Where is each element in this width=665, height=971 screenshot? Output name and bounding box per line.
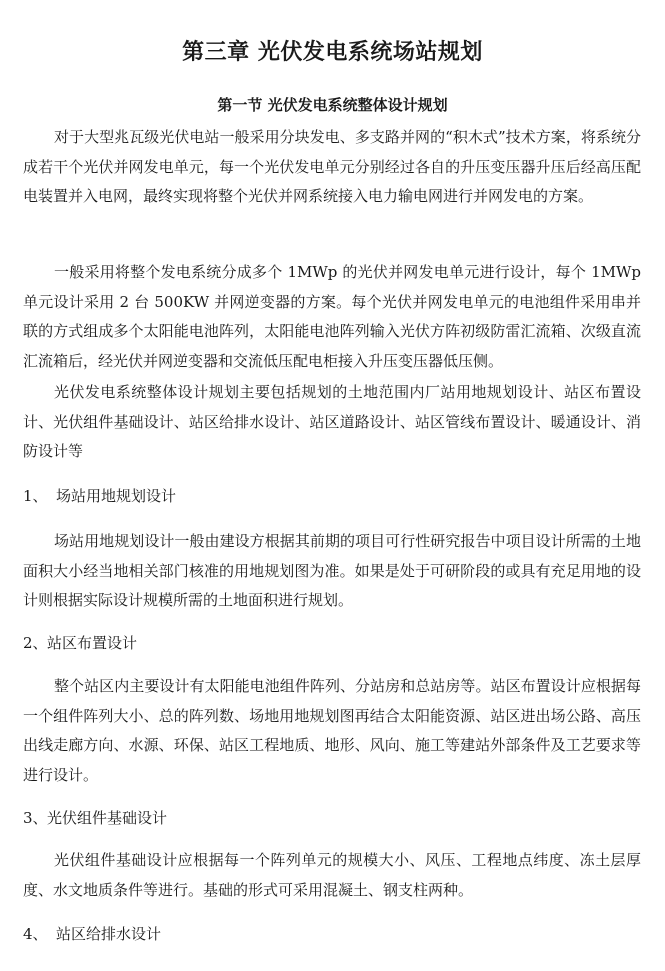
section-body-2: 整个站区内主要设计有太阳能电池组件阵列、分站房和总站房等。站区布置设计应根据每一个组件阵列大小、总的阵列数、场地用地规划图再结合太阳能资源、站区进出场公路、高压出线走廊方向、水源、环保、站区工程地质、地形、风向、施工等建站外部条件及工艺要求等进行设计。 [23,677,641,784]
section-heading-title: 站区给排水设计 [56,925,162,943]
intro-paragraph-2: 一般采用将整个发电系统分成多个 1MWp 的光伏并网发电单元进行设计，每个 1MWp 单元设计采用 2 台 500KW 并网逆变器的方案。每个光伏并网发电单元的电池组件采用串并联的方式组成多个太阳能电池阵列，太阳能电池阵列输入光伏方阵初级防雷汇流箱、次级直流汇流箱后，经光伏并网逆变器和交流低压配电柜接入升压变压器低压侧。 [23,263,641,370]
section-number: 4、 [23,925,48,943]
section-body-1: 场站用地规划设计一般由建设方根据其前期的项目可行性研究报告中项目设计所需的土地面积大小经当地相关部门核准的用地规划图为准。如果是处于可研阶段的或具有充足用地的设计则根据实际设计规模所需的土地面积进行规划。 [23,532,641,609]
section-number: 2、 [23,634,48,652]
intro-paragraph-1: 对于大型兆瓦级光伏电站一般采用分块发电、多支路并网的“积木式”技术方案，将系统分成若干个光伏并网发电单元，每一个光伏发电单元分别经过各自的升压变压器升压后经高压配电装置并入电网，最终实现将整个光伏并网系统接入电力输电网进行并网发电的方案。 [23,128,641,205]
section-body-3: 光伏组件基础设计应根据每一个阵列单元的规模大小、风压、工程地点纬度、冻土层厚度、水文地质条件等进行。基础的形式可采用混凝土、钢支柱两种。 [23,851,641,899]
section-number: 3、 [23,809,48,827]
chapter-title: 第三章 光伏发电系统场站规划 [182,40,483,65]
section-heading-title: 光伏组件基础设计 [47,809,168,827]
intro-paragraph-3: 光伏发电系统整体设计规划主要包括规划的土地范围内厂站用地规划设计、站区布置设计、光伏组件基础设计、站区给排水设计、站区道路设计、站区管线布置设计、暖通设计、消防设计等 [23,383,641,460]
section-heading-4 [23,922,641,946]
section-number: 1、 [23,487,48,505]
section-heading-title: 场站用地规划设计 [56,487,177,505]
section-heading-1 [23,484,641,508]
section-heading-2 [23,631,641,655]
section-title: 第一节 光伏发电系统整体设计规划 [217,96,448,114]
section-heading-3 [23,806,641,830]
section-heading-title: 站区布置设计 [47,634,138,652]
